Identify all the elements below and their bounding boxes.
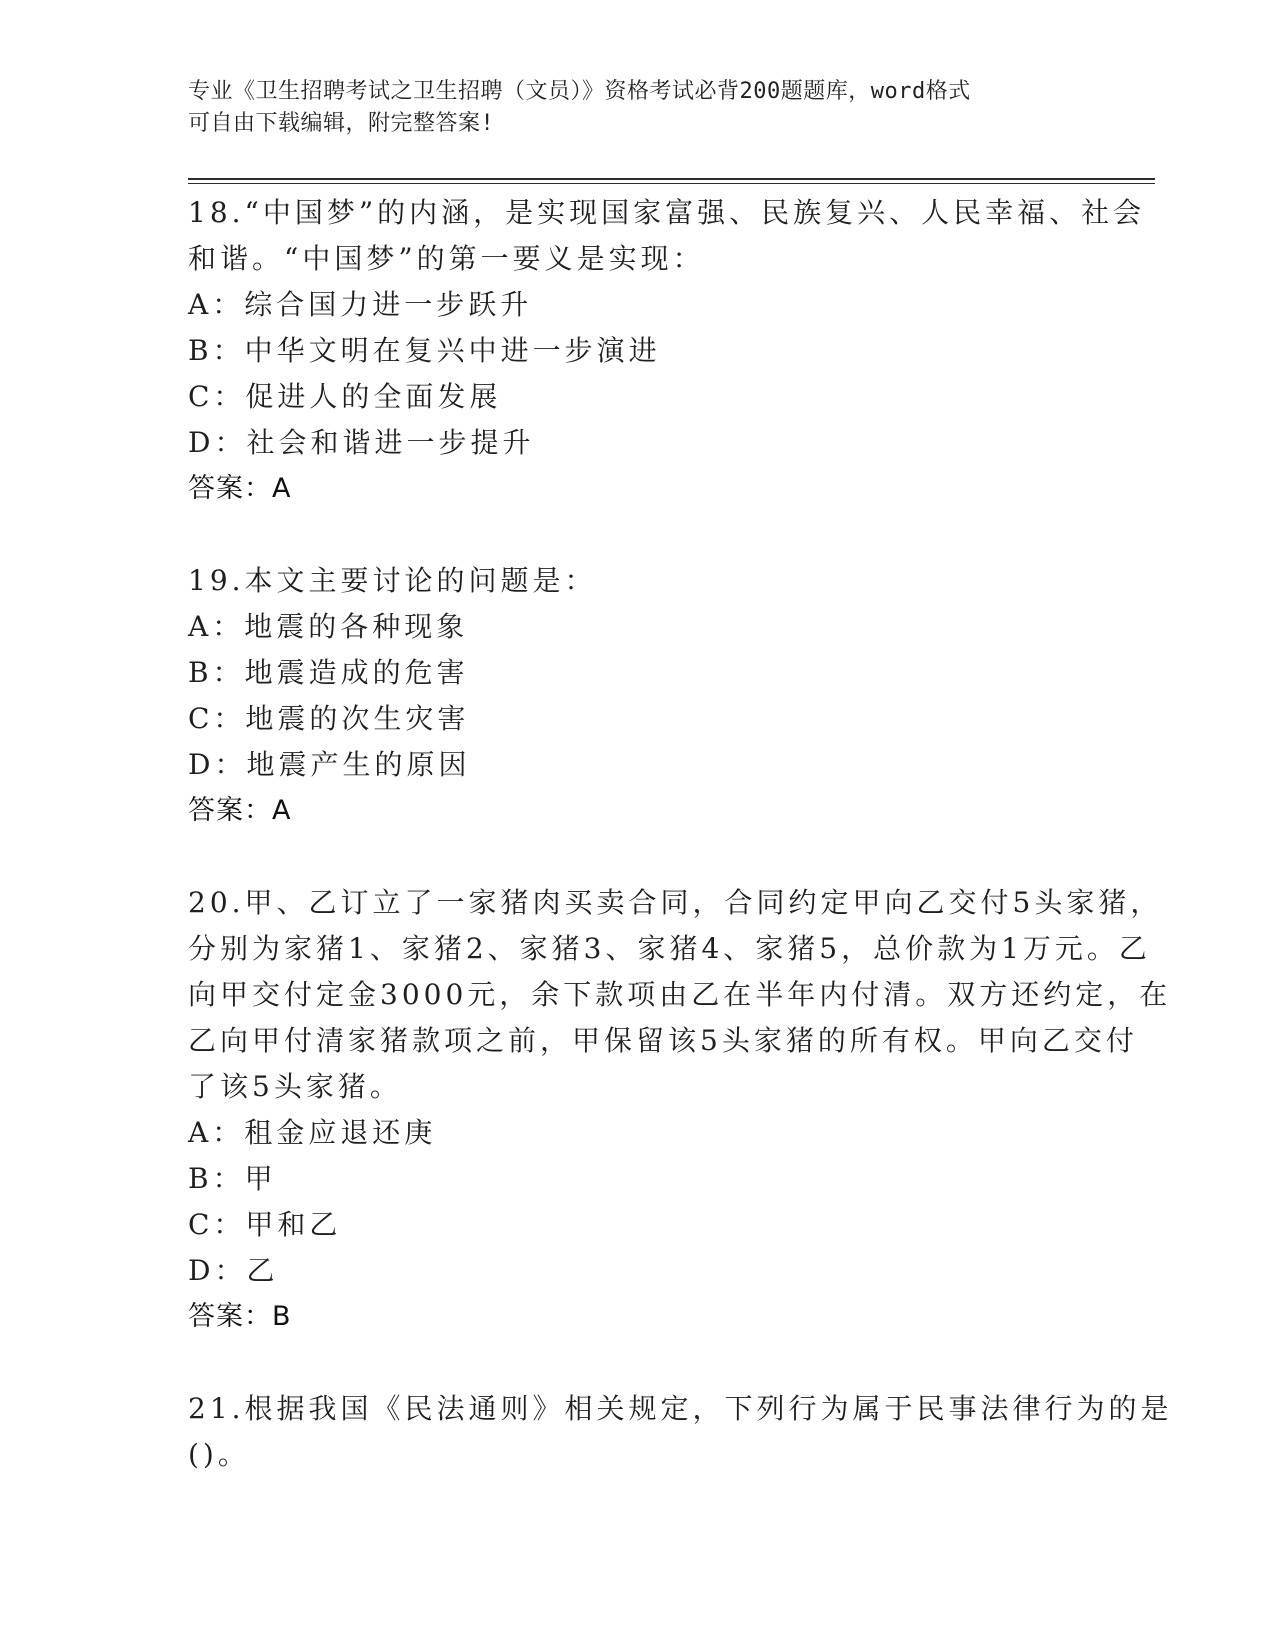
question-stem-line: 21.根据我国《民法通则》相关规定，下列行为属于民事法律行为的是: [188, 1392, 1173, 1425]
question-stem-line: 20.甲、乙订立了一家猪肉买卖合同，合同约定甲向乙交付5头家猪，: [188, 886, 1163, 919]
question-stem-line: 和谐。“中国梦”的第一要义是实现：: [188, 242, 705, 275]
header-line-2: 可自由下载编辑，附完整答案!: [188, 111, 495, 136]
option-d: D：地震产生的原因: [188, 748, 471, 781]
option-a: A：租金应退还庚: [188, 1116, 437, 1149]
option-a: A：综合国力进一步跃升: [188, 288, 533, 321]
option-c: C：促进人的全面发展: [188, 380, 502, 413]
question-20: [188, 880, 1172, 1340]
question-19: [188, 558, 1088, 834]
question-stem-line: 了该5头家猪。: [188, 1070, 402, 1103]
question-stem-line: 乙向甲付清家猪款项之前，甲保留该5头家猪的所有权。甲向乙交付: [188, 1024, 1138, 1057]
option-d: D：社会和谐进一步提升: [188, 426, 535, 459]
option-b: B：甲: [188, 1162, 277, 1195]
answer-label: 答案：A: [188, 795, 292, 826]
header-divider-thick: [188, 178, 1155, 180]
option-a: A：地震的各种现象: [188, 610, 469, 643]
option-c: C：甲和乙: [188, 1208, 342, 1241]
header-divider-thin: [188, 183, 1155, 184]
question-stem-line: ()。: [188, 1438, 250, 1471]
header-line-1: 专业《卫生招聘考试之卫生招聘（文员）》资格考试必背200题题库，word格式: [188, 79, 971, 104]
option-b: B：地震造成的危害: [188, 656, 469, 689]
question-stem-line: 18.“中国梦”的内涵，是实现国家富强、民族复兴、人民幸福、社会: [188, 196, 1146, 229]
question-stem-line: 分别为家猪1、家猪2、家猪3、家猪4、家猪5，总价款为1万元。乙: [188, 932, 1151, 965]
question-list: [188, 190, 1173, 1524]
question-stem-line: 向甲交付定金3000元，余下款项由乙在半年内付清。双方还约定，在: [188, 978, 1172, 1011]
question-18: [188, 190, 1146, 512]
option-b: B：中华文明在复兴中进一步演进: [188, 334, 661, 367]
document-header: [188, 76, 1068, 140]
answer-label: 答案：A: [188, 473, 292, 504]
option-c: C：地震的次生灾害: [188, 702, 470, 735]
question-stem-line: 19.本文主要讨论的问题是：: [188, 564, 597, 597]
option-d: D：乙: [188, 1254, 279, 1287]
question-21: [188, 1386, 1173, 1478]
answer-label: 答案：B: [188, 1301, 292, 1332]
